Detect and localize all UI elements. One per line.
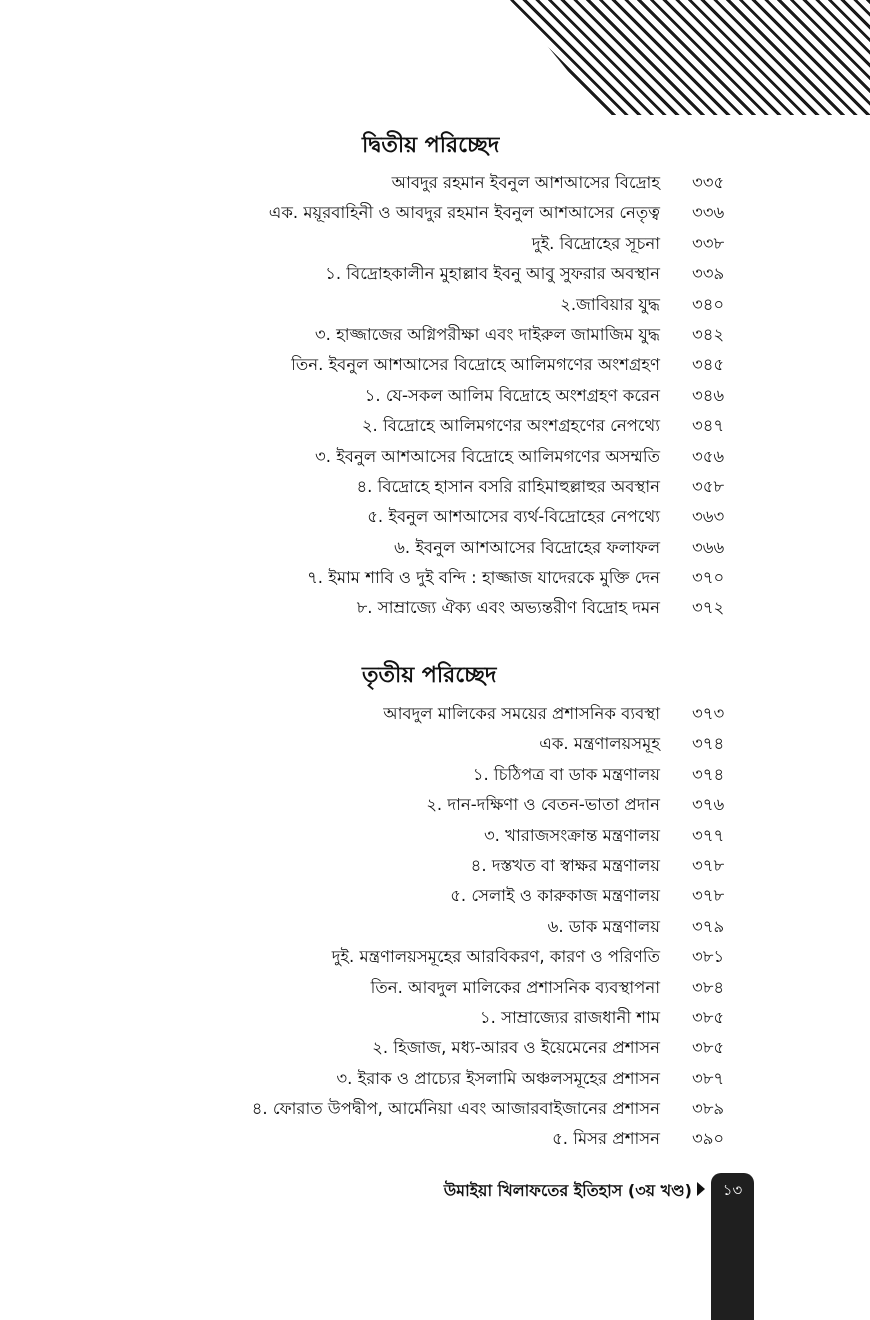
toc-entry[interactable] — [0, 411, 870, 441]
page-number: ১৩ — [722, 1181, 743, 1199]
toc-entry-page: ৩৪৭ — [692, 416, 725, 436]
toc-entry[interactable] — [0, 1064, 870, 1094]
toc-entry-page: ৩৭০ — [692, 568, 725, 588]
toc-entry-page: ৩৮৪ — [692, 977, 725, 997]
toc-entry-page: ৩৯০ — [692, 1129, 725, 1149]
arrow-right-icon — [697, 1182, 705, 1196]
toc-entry-page: ৩৩৮ — [692, 233, 725, 253]
toc-entry-page: ৩৭৪ — [692, 734, 725, 754]
toc-entry-title: ২.জাবিয়ার যুদ্ধ — [560, 294, 660, 314]
toc-entry-page: ৩৭৮ — [692, 855, 725, 875]
toc-entry-page: ৩৪২ — [692, 324, 725, 344]
toc-entry-title: ২. দান-দক্ষিণা ও বেতন-ভাতা প্রদান — [426, 795, 660, 815]
toc-entry[interactable] — [0, 1124, 870, 1154]
toc-entry-title: ৩. ইরাক ও প্রাচ্যের ইসলামি অঞ্চলসমূহের প্রশাসন — [336, 1068, 660, 1088]
toc-entry-page: ৩৭৩ — [692, 704, 725, 723]
toc-entry[interactable] — [0, 1003, 870, 1033]
decorative-stripes — [510, 0, 870, 115]
toc-entry-page: ৩৭২ — [692, 598, 725, 618]
toc-entry-page: ৩৭৯ — [692, 916, 725, 936]
toc-entry-title: ১. সাম্রাজ্যের রাজধানী শাম — [479, 1007, 660, 1027]
toc-entry-title: ২. বিদ্রোহে আলিমগণের অংশগ্রহণের নেপথ্যে — [361, 416, 660, 436]
toc-entry-title: ৫. ইবনুল আশআসের ব্যর্থ-বিদ্রোহের নেপথ্যে — [367, 507, 660, 527]
toc-entry[interactable] — [0, 381, 870, 411]
chapter-heading: দ্বিতীয় পরিচ্ছেদ — [362, 133, 500, 158]
toc-entry-page: ৩৪৬ — [692, 385, 725, 405]
toc-entry[interactable] — [0, 168, 870, 198]
toc-entry-title: আবদুল মালিকের সময়ের প্রশাসনিক ব্যবস্থা — [383, 704, 660, 723]
toc-entry[interactable] — [0, 229, 870, 259]
toc-entry-page: ৩৩৯ — [692, 264, 725, 284]
toc-entry-title: ১. বিদ্রোহকালীন মুহাল্লাব ইবনু আবু সুফরার অবস্থান — [325, 264, 660, 284]
toc-entry-title: ৫. মিসর প্রশাসন — [552, 1129, 660, 1149]
toc-entry-page: ৩৪৫ — [692, 355, 725, 375]
toc-list — [0, 168, 870, 624]
toc-entry-title: ২. হিজাজ, মধ্য-আরব ও ইয়েমেনের প্রশাসন — [372, 1038, 660, 1058]
toc-entry[interactable] — [0, 533, 870, 563]
toc-entry-title: ১. চিঠিপত্র বা ডাক মন্ত্রণালয় — [472, 764, 660, 784]
toc-entry-page: ৩৮৭ — [692, 1068, 725, 1088]
book-title: উমাইয়া খিলাফতের ইতিহাস (৩য় খণ্ড) — [443, 1181, 692, 1200]
toc-entry-title: আবদুর রহমান ইবনুল আশআসের বিদ্রোহ — [391, 173, 660, 192]
toc-entry-title: ৫. সেলাই ও কারুকাজ মন্ত্রণালয় — [450, 886, 660, 906]
toc-entry-page: ৩৮৫ — [692, 1007, 725, 1027]
toc-entry[interactable] — [0, 198, 870, 228]
toc-entry-page: ৩৩৫ — [692, 173, 725, 192]
toc-entry-title: ৩. খারাজসংক্রান্ত মন্ত্রণালয় — [483, 825, 660, 845]
toc-entry-title: দুই. বিদ্রোহের সূচনা — [531, 233, 660, 253]
toc-entry-title: দুই. মন্ত্রণালয়সমূহের আরবিকরণ, কারণ ও পরিণতি — [331, 947, 660, 967]
toc-entry-page: ৩৭৭ — [692, 825, 725, 845]
toc-entry-page: ৩৭৮ — [692, 886, 725, 906]
toc-entry[interactable] — [0, 912, 870, 942]
toc-entry-page: ৩৬৬ — [692, 537, 725, 557]
toc-entry[interactable] — [0, 942, 870, 972]
toc-entry-title: ৪. ফোরাত উপদ্বীপ, আর্মেনিয়া এবং আজারবাইজানের প্রশাসন — [251, 1099, 660, 1119]
toc-entry-title: তিন. ইবনুল আশআসের বিদ্রোহে আলিমগণের অংশগ্রহণ — [291, 355, 660, 375]
toc-entry[interactable] — [0, 729, 870, 759]
toc-entry[interactable] — [0, 699, 870, 729]
toc-entry[interactable] — [0, 472, 870, 502]
toc-entry-title: এক. ময়ূরবাহিনী ও আবদুর রহমান ইবনুল আশআসের নেতৃত্ব — [268, 203, 660, 223]
toc-entry[interactable] — [0, 851, 870, 881]
toc-entry[interactable] — [0, 593, 870, 623]
toc-entry[interactable] — [0, 290, 870, 320]
toc-entry-title: এক. মন্ত্রণালয়সমূহ — [539, 734, 660, 754]
toc-entry[interactable] — [0, 881, 870, 911]
toc-entry-page: ৩৫৬ — [692, 446, 725, 466]
toc-entry-title: ১. যে-সকল আলিম বিদ্রোহে অংশগ্রহণ করেন — [364, 385, 660, 405]
toc-entry-title: ৩. ইবনুল আশআসের বিদ্রোহে আলিমগণের অসম্মতি — [314, 446, 660, 466]
toc-entry[interactable] — [0, 1094, 870, 1124]
toc-list — [0, 699, 870, 1155]
toc-entry[interactable] — [0, 790, 870, 820]
toc-entry[interactable] — [0, 320, 870, 350]
toc-entry-page: ৩৫৮ — [692, 476, 725, 496]
toc-entry-title: ৩. হাজ্জাজের অগ্নিপরীক্ষা এবং দাইরুল জামাজিম যুদ্ধ — [314, 324, 660, 344]
toc-entry-title: ৭. ইমাম শাবি ও দুই বন্দি : হাজ্জাজ যাদেরকে মুক্তি দেন — [307, 568, 660, 588]
toc-entry-page: ৩৭৬ — [692, 795, 725, 815]
toc-entry-title: ৬. ডাক মন্ত্রণালয় — [547, 916, 660, 936]
toc-entry-page: ৩৬৩ — [692, 507, 725, 527]
toc-entry-page: ৩৩৬ — [692, 203, 725, 223]
toc-entry-title: ৮. সাম্রাজ্যে ঐক্য এবং অভ্যন্তরীণ বিদ্রোহ দমন — [356, 598, 660, 618]
toc-entry[interactable] — [0, 502, 870, 532]
toc-entry-page: ৩৭৪ — [692, 764, 725, 784]
toc-entry[interactable] — [0, 563, 870, 593]
page-number-tab — [711, 1173, 754, 1320]
toc-entry-page: ৩৪০ — [692, 294, 725, 314]
toc-entry[interactable] — [0, 442, 870, 472]
toc-entry[interactable] — [0, 973, 870, 1003]
toc-entry-page: ৩৮৯ — [692, 1099, 725, 1119]
toc-entry-page: ৩৮১ — [692, 947, 725, 967]
toc-entry[interactable] — [0, 350, 870, 380]
toc-entry-page: ৩৮৫ — [692, 1038, 725, 1058]
toc-entry-title: ৬. ইবনুল আশআসের বিদ্রোহের ফলাফল — [394, 537, 660, 557]
toc-entry[interactable] — [0, 259, 870, 289]
toc-entry-title: ৪. বিদ্রোহে হাসান বসরি রাহিমাহুল্লাহুর অবস্থান — [356, 476, 660, 496]
toc-entry[interactable] — [0, 760, 870, 790]
toc-entry-title: তিন. আবদুল মালিকের প্রশাসনিক ব্যবস্থাপনা — [370, 977, 660, 997]
toc-entry[interactable] — [0, 821, 870, 851]
toc-entry-title: ৪. দস্তখত বা স্বাক্ষর মন্ত্রণালয় — [470, 855, 660, 875]
toc-entry[interactable] — [0, 1033, 870, 1063]
chapter-heading: তৃতীয় পরিচ্ছেদ — [362, 663, 497, 688]
